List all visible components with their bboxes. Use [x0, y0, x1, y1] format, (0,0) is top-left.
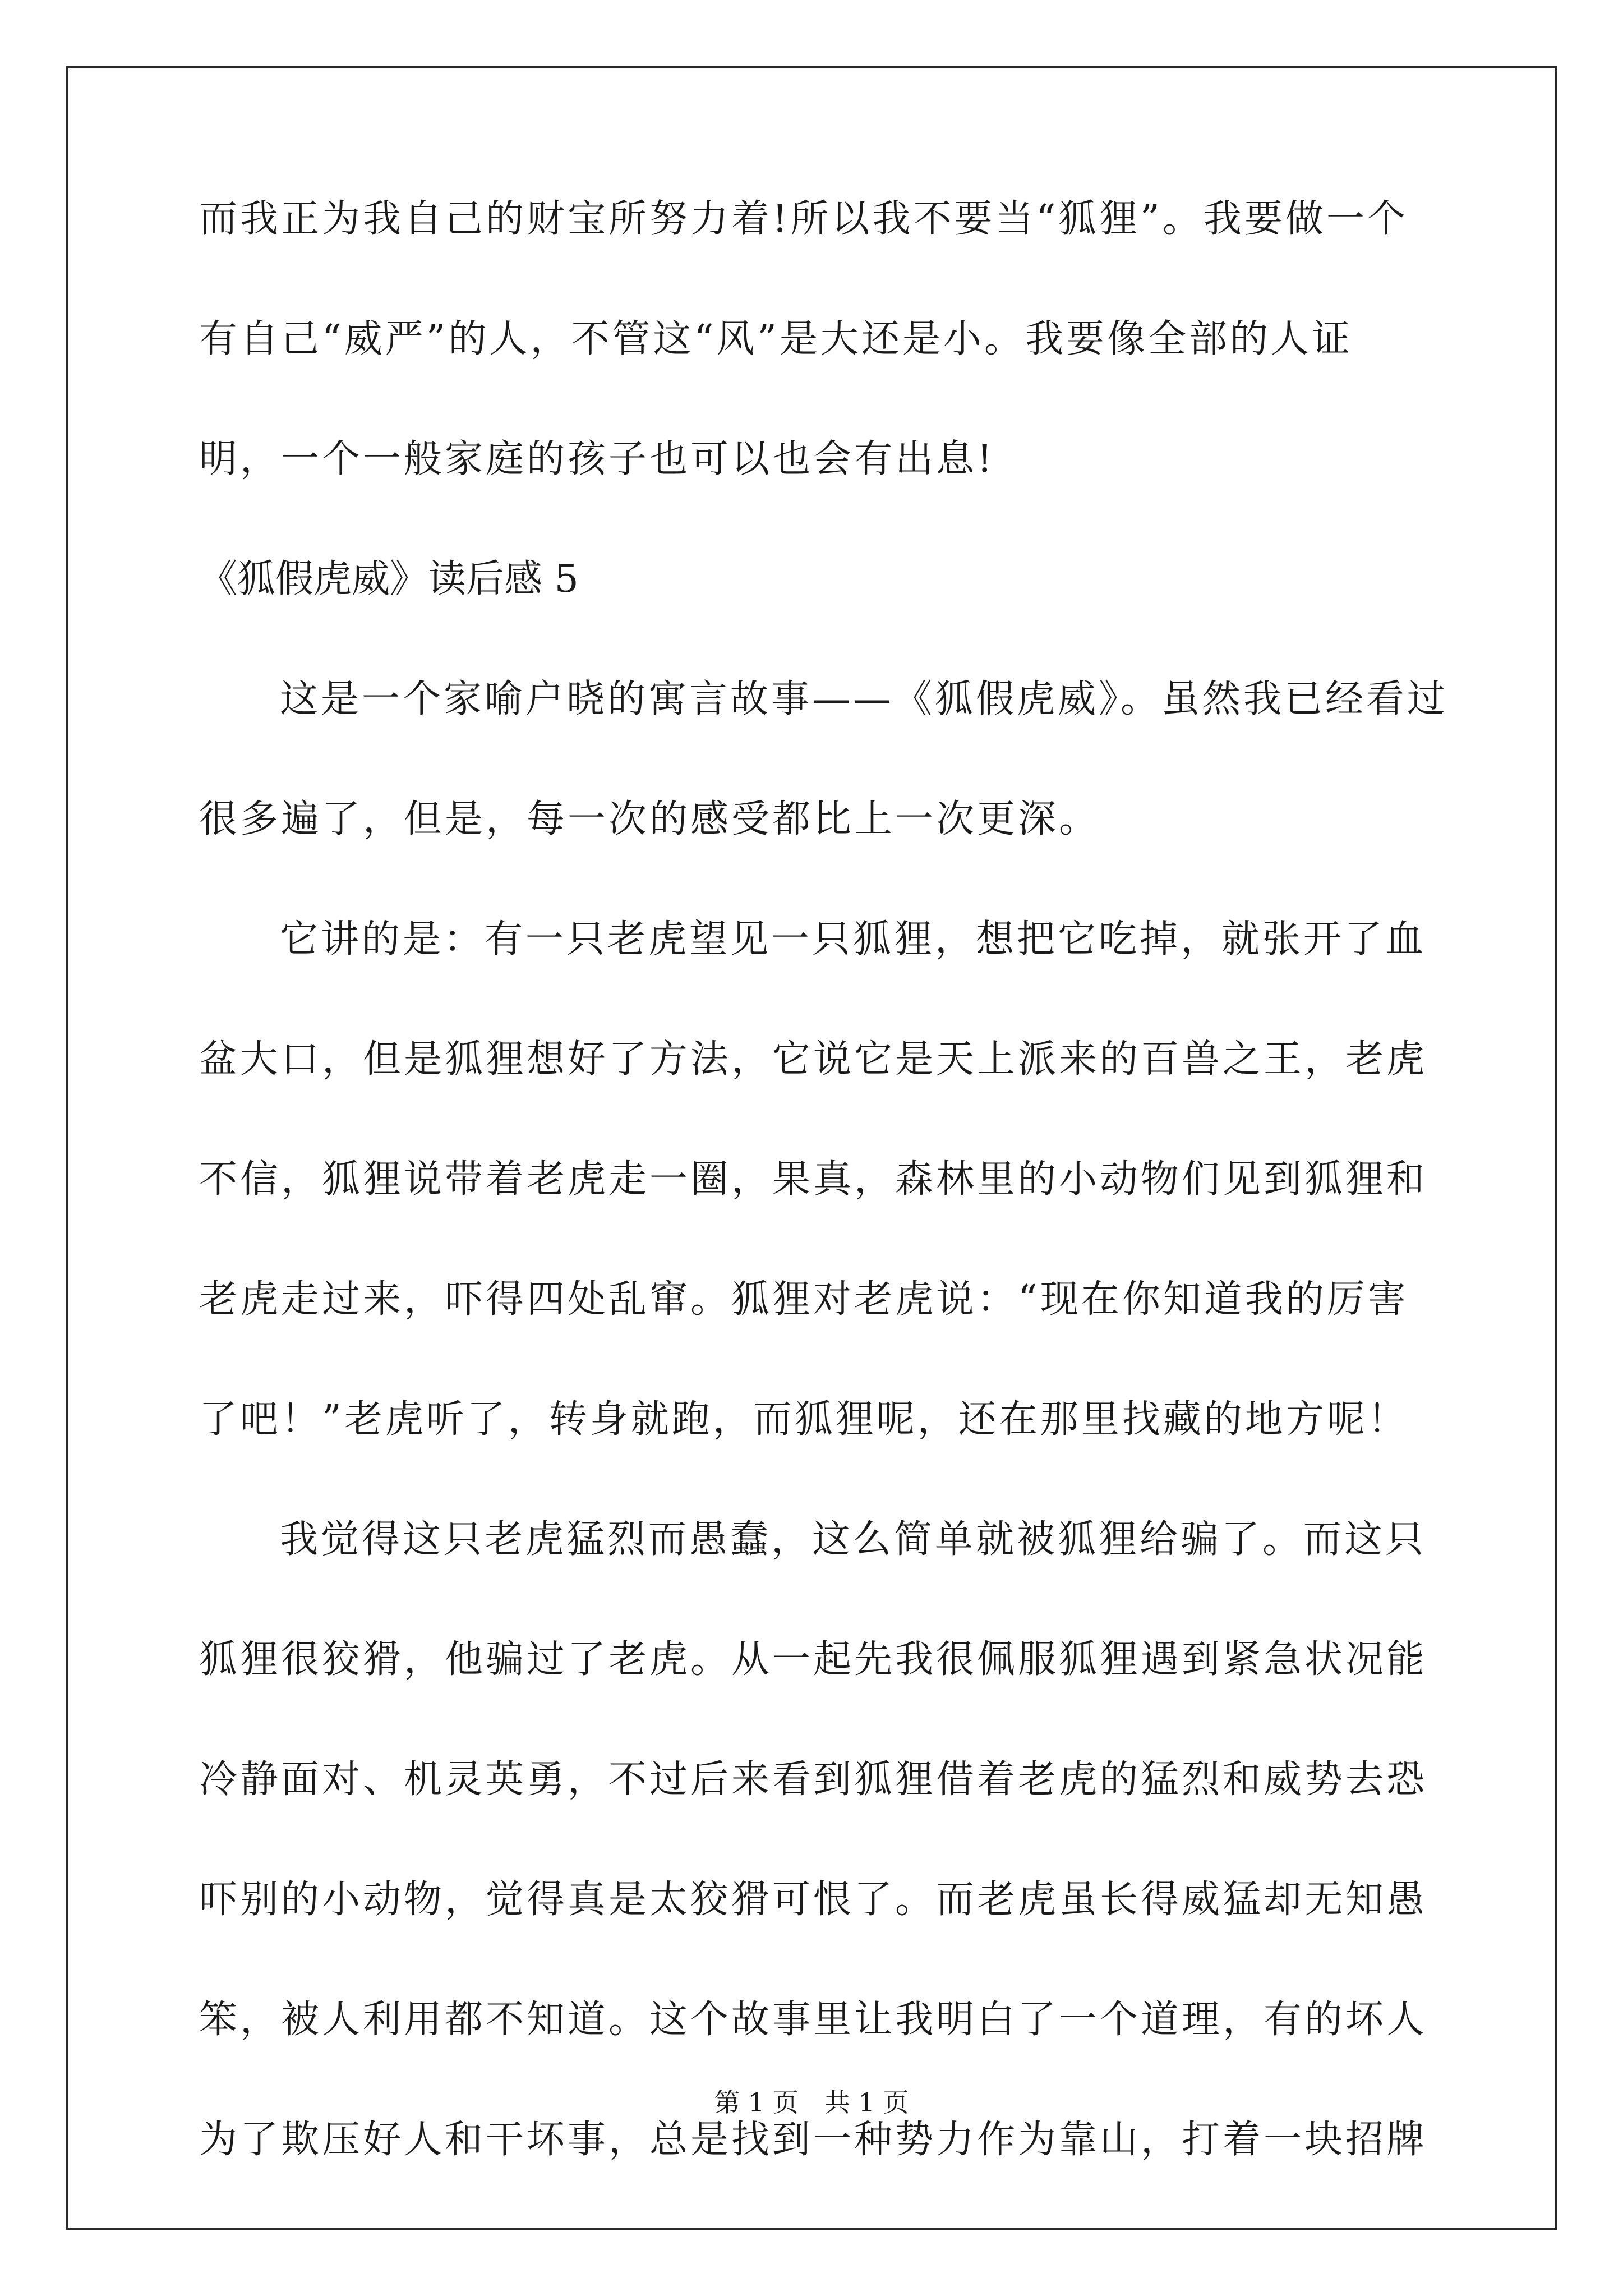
document-body: [199, 197, 1449, 2162]
text-line: 狐狸很狡猾，他骗过了老虎。从一起先我很佩服狐狸遇到紧急状况能: [199, 1637, 1428, 1682]
text-line: 明，一个一般家庭的孩子也可以也会有出息!: [199, 437, 995, 481]
text-line: 为了欺压好人和干坏事，总是找到一种势力作为靠山，打着一块招牌: [199, 2118, 1428, 2162]
text-line: 很多遍了，但是，每一次的感受都比上一次更深。: [199, 797, 1100, 841]
text-line: 盆大口，但是狐狸想好了方法，它说它是天上派来的百兽之王，老虎: [199, 1037, 1428, 1082]
paragraph-first-line: 它讲的是：有一只老虎望见一只狐狸，想把它吃掉，就张开了血: [280, 917, 1427, 961]
paragraph-first-line: 我觉得这只老虎猛烈而愚蠢，这么简单就被狐狸给骗了。而这只: [280, 1517, 1427, 1562]
text-line: 而我正为我自己的财宝所努力着!所以我不要当“狐狸”。我要做一个: [199, 197, 1408, 241]
page-number: 第 1 页 共 1 页: [714, 2087, 909, 2118]
text-line: 笨，被人利用都不知道。这个故事里让我明白了一个道理，有的坏人: [199, 1998, 1428, 2042]
text-line: 吓别的小动物，觉得真是太狡猾可恨了。而老虎虽长得威猛却无知愚: [199, 1878, 1428, 1922]
text-line: 不信，狐狸说带着老虎走一圈，果真，森林里的小动物们见到狐狸和: [199, 1157, 1428, 1202]
section-title: 《狐假虎威》读后感 5: [199, 557, 579, 601]
text-line: 有自己“威严”的人，不管这“风”是大还是小。我要像全部的人证: [199, 317, 1353, 361]
text-line: 了吧！”老虎听了，转身就跑，而狐狸呢，还在那里找藏的地方呢！: [199, 1397, 1409, 1442]
paragraph-first-line: 这是一个家喻户晓的寓言故事——《狐假虎威》。虽然我已经看过: [280, 677, 1449, 721]
text-line: 老虎走过来，吓得四处乱窜。狐狸对老虎说：“现在你知道我的厉害: [199, 1277, 1409, 1322]
text-line: 冷静面对、机灵英勇，不过后来看到狐狸借着老虎的猛烈和威势去恐: [199, 1757, 1428, 1802]
